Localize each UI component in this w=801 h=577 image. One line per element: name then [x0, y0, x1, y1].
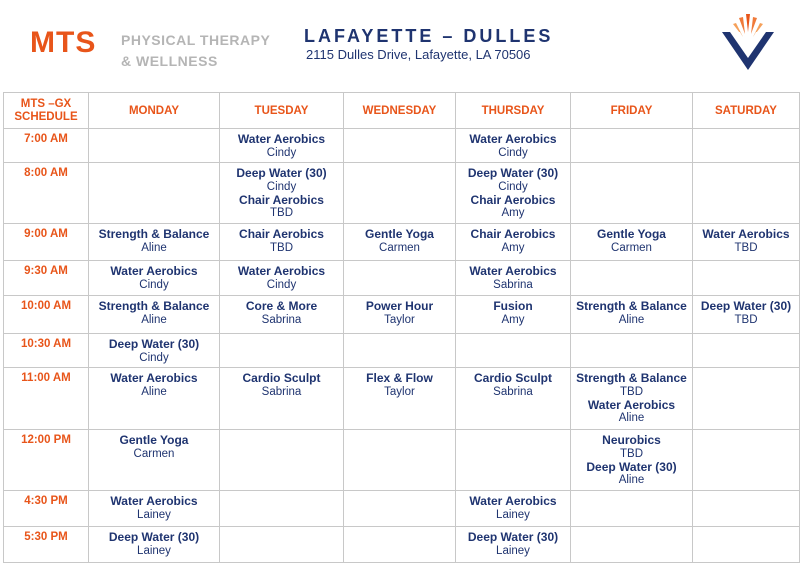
- class-name: Core & More: [245, 299, 318, 313]
- instructor-name: Amy: [501, 241, 525, 254]
- schedule-header-row: [4, 93, 800, 129]
- instructor-name: Cindy: [266, 146, 297, 159]
- schedule-cell: [693, 296, 800, 334]
- schedule-cell: [220, 491, 344, 527]
- class-name: Gentle Yoga: [119, 433, 189, 447]
- schedule-cell: [456, 334, 571, 368]
- schedule-cell: [220, 296, 344, 334]
- instructor-name: Amy: [501, 207, 525, 219]
- schedule-cell: [344, 129, 456, 163]
- schedule-cell: [344, 527, 456, 563]
- instructor-name: Carmen: [379, 241, 420, 254]
- schedule-cell: [89, 334, 220, 368]
- day-header-thursday: THURSDAY: [456, 93, 571, 129]
- instructor-name: Sabrina: [261, 313, 302, 326]
- class-name: Power Hour: [365, 299, 434, 313]
- schedule-cell: [344, 224, 456, 261]
- schedule-corner-header: [4, 93, 89, 129]
- class-schedule-table: [3, 92, 800, 563]
- tagline: [121, 30, 270, 72]
- schedule-cell: [456, 129, 571, 163]
- day-header-wednesday: WEDNESDAY: [344, 93, 456, 129]
- class-name: Flex & Flow: [366, 371, 433, 385]
- schedule-cell: [693, 527, 800, 563]
- schedule-cell: [571, 334, 693, 368]
- class-name: Water Aerobics: [469, 494, 557, 508]
- schedule-cell: [89, 261, 220, 296]
- schedule-cell: [571, 527, 693, 563]
- schedule-cell: [456, 296, 571, 334]
- schedule-cell: [693, 261, 800, 296]
- time-slot: 10:30 AM: [4, 334, 89, 368]
- schedule-cell: [571, 296, 693, 334]
- instructor-name: Sabrina: [493, 278, 533, 291]
- time-slot: 7:00 AM: [4, 129, 89, 163]
- instructor-name: Carmen: [133, 447, 175, 460]
- tagline-line-2: & WELLNESS: [121, 53, 218, 69]
- schedule-cell: [693, 368, 800, 430]
- instructor-name: Taylor: [384, 313, 415, 326]
- class-name: Deep Water (30): [700, 299, 792, 313]
- schedule-cell: [89, 527, 220, 563]
- instructor-name: TBD: [270, 241, 293, 254]
- schedule-cell: [693, 129, 800, 163]
- schedule-cell: [571, 430, 693, 491]
- schedule-cell: [344, 491, 456, 527]
- instructor-name: Lainey: [137, 508, 171, 521]
- class-name: Water Aerobics: [110, 264, 198, 278]
- schedule-cell: [571, 368, 693, 430]
- class-name: Water Aerobics: [702, 227, 790, 241]
- instructor-name: Aline: [618, 412, 645, 424]
- instructor-name: Aline: [618, 313, 645, 326]
- schedule-cell: [220, 430, 344, 491]
- schedule-row: [4, 296, 800, 334]
- schedule-row: [4, 527, 800, 563]
- corner-line-2: SCHEDULE: [14, 110, 78, 123]
- instructor-name: Cindy: [266, 278, 297, 291]
- schedule-cell: [571, 491, 693, 527]
- schedule-cell: [571, 261, 693, 296]
- instructor-name: Cindy: [139, 278, 169, 291]
- schedule-cell: [89, 491, 220, 527]
- schedule-cell: [220, 368, 344, 430]
- class-name: Strength & Balance: [576, 299, 687, 313]
- instructor-name: Carmen: [611, 241, 652, 254]
- schedule-cell: [456, 368, 571, 430]
- schedule-cell: [456, 261, 571, 296]
- schedule-cell: [89, 368, 220, 430]
- schedule-cell: [693, 224, 800, 261]
- location-title: LAFAYETTE – DULLES: [304, 26, 554, 46]
- time-slot: 12:00 PM: [4, 430, 89, 491]
- schedule-cell: [89, 430, 220, 491]
- class-name: Strength & Balance: [98, 299, 210, 313]
- class-name: Gentle Yoga: [597, 227, 666, 241]
- class-name: Chair Aerobics: [239, 192, 324, 207]
- time-slot: 5:30 PM: [4, 527, 89, 563]
- schedule-cell: [693, 430, 800, 491]
- schedule-cell: [89, 224, 220, 261]
- schedule-cell: [456, 224, 571, 261]
- instructor-name: Lainey: [496, 508, 530, 521]
- schedule-cell: [456, 163, 571, 224]
- schedule-row: [4, 491, 800, 527]
- schedule-cell: [693, 491, 800, 527]
- instructor-name: Aline: [141, 313, 167, 326]
- time-slot: 10:00 AM: [4, 296, 89, 334]
- mts-logo: MTS: [30, 26, 97, 59]
- instructor-name: TBD: [734, 241, 758, 254]
- schedule-cell: [89, 296, 220, 334]
- schedule-cell: [220, 224, 344, 261]
- instructor-name: Amy: [501, 313, 525, 326]
- schedule-cell: [344, 296, 456, 334]
- schedule-row: [4, 368, 800, 430]
- schedule-cell: [220, 527, 344, 563]
- class-name: Deep Water (30): [236, 166, 327, 180]
- schedule-row: [4, 261, 800, 296]
- time-slot: 4:30 PM: [4, 491, 89, 527]
- day-header-saturday: SATURDAY: [693, 93, 800, 129]
- schedule-cell: [220, 163, 344, 224]
- schedule-cell: [693, 163, 800, 224]
- corner-line-1: MTS –GX: [20, 97, 72, 110]
- schedule-cell: [571, 129, 693, 163]
- schedule-cell: [456, 527, 571, 563]
- schedule-cell: [89, 163, 220, 224]
- schedule-cell: [344, 261, 456, 296]
- schedule-cell: [344, 163, 456, 224]
- class-name: Fusion: [493, 299, 533, 313]
- class-name: Neurobics: [602, 433, 661, 447]
- instructor-name: Sabrina: [493, 385, 533, 398]
- schedule-row: [4, 334, 800, 368]
- schedule-cell: [344, 430, 456, 491]
- class-name: Water Aerobics: [237, 132, 326, 146]
- time-slot: 8:00 AM: [4, 163, 89, 224]
- class-name: Water Aerobics: [237, 264, 326, 278]
- schedule-cell: [456, 491, 571, 527]
- class-name: Water Aerobics: [110, 371, 198, 385]
- instructor-name: Aline: [618, 474, 645, 486]
- schedule-cell: [220, 129, 344, 163]
- schedule-cell: [571, 163, 693, 224]
- instructor-name: Cindy: [139, 351, 169, 364]
- time-slot: 11:00 AM: [4, 368, 89, 430]
- class-name: Water Aerobics: [469, 132, 557, 146]
- schedule-cell: [571, 224, 693, 261]
- schedule-body: [4, 129, 800, 563]
- class-name: Cardio Sculpt: [473, 371, 552, 385]
- schedule-cell: [220, 334, 344, 368]
- day-header-tuesday: TUESDAY: [220, 93, 344, 129]
- class-name: Water Aerobics: [469, 264, 557, 278]
- instructor-name: Cindy: [498, 146, 528, 159]
- class-name: Chair Aerobics: [470, 192, 556, 207]
- instructor-name: Lainey: [137, 544, 171, 557]
- tagline-line-1: PHYSICAL THERAPY: [121, 32, 271, 48]
- instructor-name: Cindy: [266, 180, 297, 193]
- class-name: Strength & Balance: [576, 371, 687, 385]
- class-name: Water Aerobics: [110, 494, 198, 508]
- schedule-cell: [344, 334, 456, 368]
- instructor-name: TBD: [734, 313, 758, 326]
- class-name: Deep Water (30): [586, 459, 677, 474]
- class-name: Deep Water (30): [108, 337, 200, 351]
- brand-mark-icon: [720, 10, 776, 72]
- page-header: [0, 0, 801, 90]
- instructor-name: Lainey: [496, 544, 530, 557]
- day-header-monday: MONDAY: [89, 93, 220, 129]
- schedule-cell: [693, 334, 800, 368]
- schedule-cell: [456, 430, 571, 491]
- instructor-name: TBD: [620, 447, 643, 460]
- class-name: Cardio Sculpt: [242, 371, 321, 385]
- class-name: Gentle Yoga: [365, 227, 434, 241]
- schedule-row: [4, 430, 800, 491]
- class-name: Deep Water (30): [108, 530, 200, 544]
- class-name: Chair Aerobics: [239, 227, 324, 241]
- time-slot: 9:00 AM: [4, 224, 89, 261]
- instructor-name: Sabrina: [261, 385, 302, 398]
- location-address: 2115 Dulles Drive, Lafayette, LA 70506: [306, 47, 531, 62]
- instructor-name: TBD: [270, 207, 293, 219]
- schedule-row: [4, 129, 800, 163]
- instructor-name: Cindy: [498, 180, 528, 193]
- day-header-friday: FRIDAY: [571, 93, 693, 129]
- schedule-cell: [344, 368, 456, 430]
- class-name: Water Aerobics: [587, 397, 676, 412]
- schedule-cell: [220, 261, 344, 296]
- instructor-name: Taylor: [384, 385, 415, 398]
- class-name: Chair Aerobics: [470, 227, 556, 241]
- instructor-name: Aline: [141, 385, 167, 398]
- instructor-name: TBD: [620, 385, 643, 398]
- schedule-row: [4, 163, 800, 224]
- instructor-name: Aline: [141, 241, 167, 254]
- class-name: Strength & Balance: [98, 227, 210, 241]
- class-name: Deep Water (30): [467, 166, 559, 180]
- class-name: Deep Water (30): [467, 530, 559, 544]
- time-slot: 9:30 AM: [4, 261, 89, 296]
- schedule-row: [4, 224, 800, 261]
- schedule-cell: [89, 129, 220, 163]
